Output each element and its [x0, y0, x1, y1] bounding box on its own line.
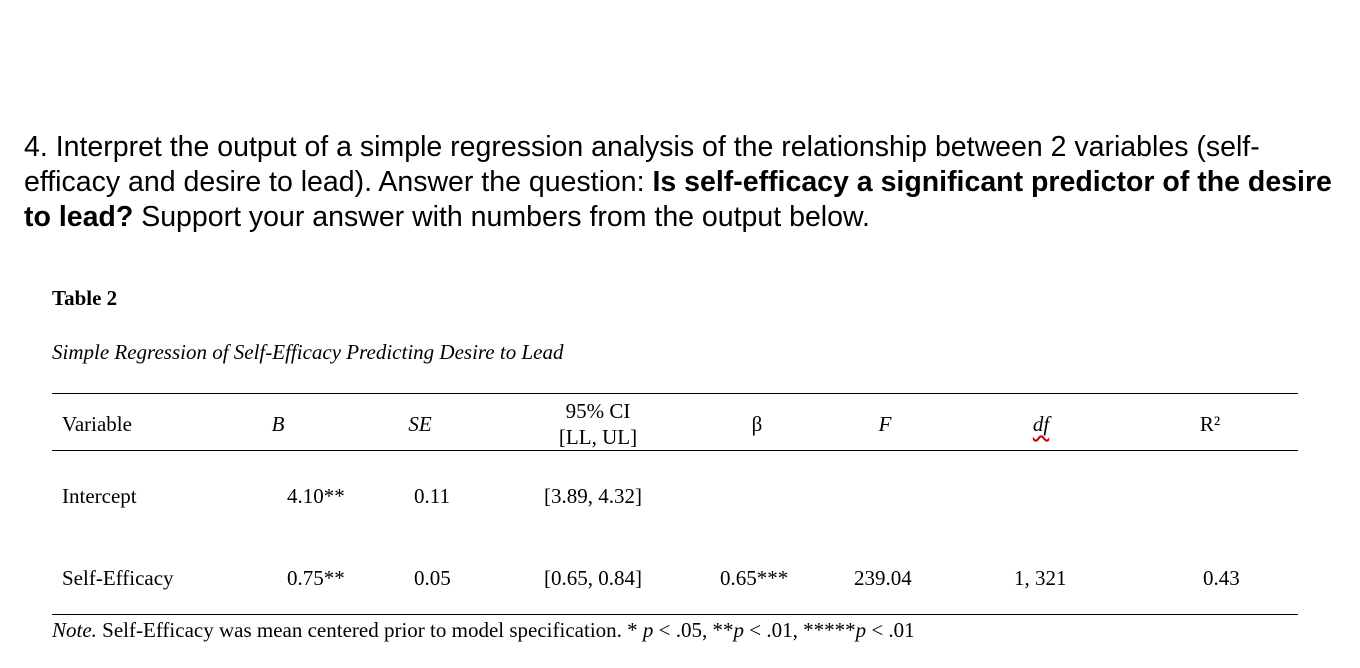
note-sig3-val: < .01: [871, 618, 915, 642]
header-se: SE: [408, 412, 432, 436]
note-sig2-p: p: [733, 618, 744, 642]
header-ci: [559, 398, 637, 450]
note-sig2-val: < .01,: [749, 618, 798, 642]
row-f: 239.04: [854, 566, 912, 590]
header-variable: Variable: [62, 412, 132, 436]
question-intro: Interpret the output of a simple regression analysis of the relationship between 2 variables (self-efficacy and desire to lead). Answer the question:: [24, 131, 1260, 198]
row-se: 0.05: [414, 566, 451, 590]
note-sig2-stars: **: [712, 618, 734, 642]
table-top-rule: [52, 393, 1298, 394]
note-sig3-stars: *****: [803, 618, 856, 642]
header-ci-line2: [LL, UL]: [558, 425, 638, 449]
row-ci: [0.65, 0.84]: [544, 566, 642, 590]
note-sig1-p: p: [642, 618, 654, 642]
row-b: 0.75**: [287, 566, 345, 590]
row-r2: 0.43: [1203, 566, 1240, 590]
table-bottom-rule: [52, 614, 1298, 615]
table-label: Table 2: [52, 286, 118, 310]
note-label: Note.: [52, 618, 97, 642]
table-note: [52, 618, 915, 643]
row-se: 0.11: [414, 484, 450, 508]
row-b: 4.10**: [287, 484, 345, 508]
table-title: Simple Regression of Self-Efficacy Predicting Desire to Lead: [52, 340, 564, 364]
row-ci: [3.89, 4.32]: [544, 484, 642, 508]
question-instruction: Support your answer with numbers from the output below.: [141, 201, 870, 233]
header-b: B: [271, 412, 285, 436]
note-sig1-val: < .05,: [658, 618, 708, 642]
question-bold: Is self-efficacy a significant predictor of the desire to lead?: [24, 166, 1332, 233]
row-variable: Intercept: [62, 484, 137, 508]
header-f: F: [878, 412, 892, 436]
row-beta: 0.65***: [720, 566, 789, 590]
row-df: 1, 321: [1014, 566, 1067, 590]
header-ci-line1: 95% CI: [565, 399, 631, 423]
row-variable: Self-Efficacy: [62, 566, 174, 590]
header-df: df: [1032, 412, 1050, 436]
note-sig3-p: p: [855, 618, 867, 642]
header-beta: β: [751, 412, 763, 436]
header-r2: R²: [1199, 412, 1221, 436]
table-header-rule: [52, 450, 1298, 451]
note-sig1-stars: *: [627, 618, 638, 642]
question-text: [24, 130, 1344, 235]
question-number: 4.: [24, 131, 48, 163]
note-text: Self-Efficacy was mean centered prior to model specification.: [102, 618, 622, 642]
